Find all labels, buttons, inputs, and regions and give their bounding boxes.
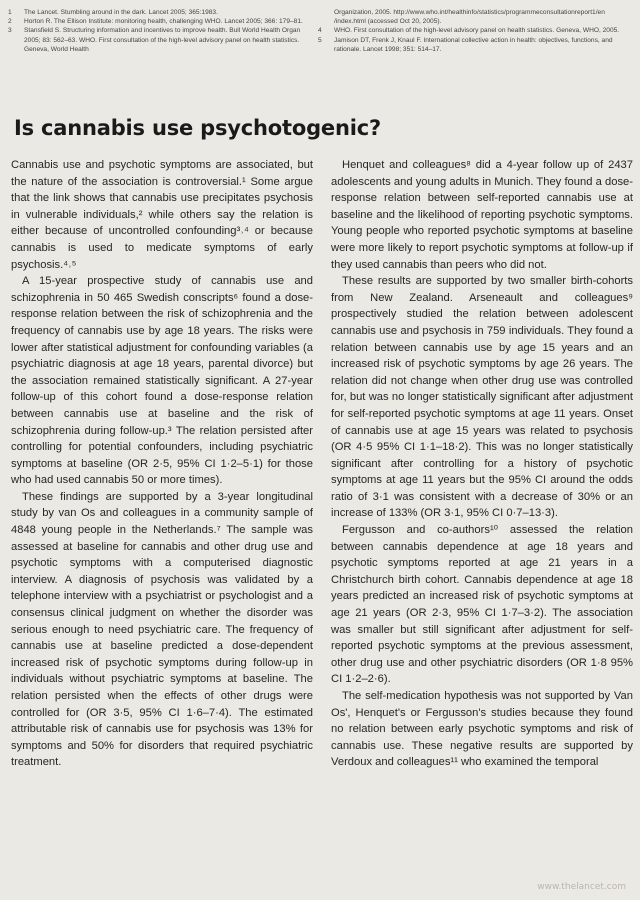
paragraph: Henquet and colleagues⁸ did a 4-year follow up of 2437 adolescents and young adults in Munich. They found a dose-response relation between self-reported cannabis use at baseline and the likelihood of reporting psychotic symptoms. Young people who reported psychotic symptoms at baseline were more likely to report psychotic symptoms at follow-up if they used cannabis than peers who did not. [331, 159, 633, 271]
reference-text: Stansfield S. Structuring information and incentives to improve health. Bull World Health Organ 2005; 83: 562–63. WHO. First consultation of the high-level advisory panel on health statistics. Geneva, World Health [24, 27, 301, 53]
reference-item [318, 8, 630, 26]
reference-item [8, 17, 308, 26]
reference-item [8, 26, 308, 54]
paragraph: The self-medication hypothesis was not supported by Van Os', Henquet's or Fergusson's studies because they found no relation between early psychotic symptoms and risk of cannabis use. These negative results are supported by Verdoux and colleagues¹¹ who examined the temporal [331, 690, 633, 769]
reference-text: Organization, 2005. http://www.who.int/healthinfo/statistics/programmeconsultationreport1/en /index.html (accessed Oct 20, 2005). [334, 9, 605, 26]
article-right-column [331, 157, 633, 771]
references-section [0, 8, 640, 86]
reference-number: 2 [8, 18, 12, 26]
reference-item [318, 26, 630, 35]
article-left-column [11, 157, 313, 771]
reference-text: Horton R. The Ellison Institute: monitoring health, challenging WHO. Lancet 2005; 366: 179–81. [24, 18, 303, 26]
reference-text: Jamison DT, Frenk J, Knaul F. International collective action in health: objectives, functions, and rationale. Lancet 1998; 351: 514–17. [334, 36, 613, 53]
reference-number [318, 8, 334, 26]
references-right-column [318, 8, 630, 54]
reference-number: 4 [318, 27, 322, 35]
article-title: Is cannabis use psychotogenic? [14, 116, 381, 140]
reference-item [318, 36, 630, 54]
reference-number: 1 [8, 9, 12, 16]
paragraph: A 15-year prospective study of cannabis use and schizophrenia in 50 465 Swedish conscripts⁶ found a dose-response relation between the risk of schizophrenia and the frequency of cannabis use by age 18 years. The risks were lower after statistical adjustment for confounding variables (a psychiatric diagnosis at age 18 years, parental divorce) but the association remained statistically significant. A 27-year follow-up of this cohort found a dose-response relation between cannabis use at baseline and the risk of schizophrenia during follow-up.³ The relation persisted after controlling for potential confounders, including psychiatric symptoms at baseline (OR 2·5, 95% CI 1·2–5·1) for those who had used cannabis 50 or more times). [11, 275, 313, 487]
reference-number: 5 [318, 36, 322, 44]
paragraph: Cannabis use and psychotic symptoms are associated, but the nature of the association is controversial.¹ Some argue that the link shows that cannabis use precipitates psychosis in vulnerable individuals,² while others say the relation is either because of uncontrolled confounding³˒⁴ or because cannabis is used to medicate symptoms of early psychosis.⁴˒⁵ [11, 159, 313, 271]
watermark: www.thelancet.com [537, 882, 626, 892]
paragraph: These results are supported by two smaller birth-cohorts from New Zealand. Arseneault and colleagues⁹ prospectively studied the relation between adolescent cannabis use and psychosis in 759 individuals. They found a relation between cannabis use by age 15 years and an increased risk of psychotic symptoms by age 26 years. The relation did not change when other drug use was controlled for, but was no longer statistically significant after adjustment for self-reported psychotic symptoms at age 11 years. Onset of cannabis use at age 15 years was related to psychosis (OR 4·5 95% CI 1·1–18·2). This was no longer statistically significant after controlling for a history of psychotic symptoms at age 11 years but the 95% CI around the odds ratio of 3·1 was consistent with a decrease of 30% or an increase of 133% (OR 3·1, 95% CI 0·7–13·3). [331, 275, 633, 520]
paragraph: These findings are supported by a 3-year longitudinal study by van Os and colleagues in a community sample of 4848 young people in the Netherlands.⁷ The sample was assessed at baseline for cannabis and other drug use and psychotic symptoms with a computerised diagnostic interview. A diagnosis of psychosis was validated by a telephone interview with a psychiatrist or psychologist and a consensus clinical judgment on whether the disorder was serious enough to need psychiatric care. The frequency of cannabis use at baseline predicted a dose-dependent increased risk of psychotic symptoms during follow-up in individuals without psychiatric symptoms at baseline. The relation persisted when the effects of other drugs were controlled for (OR 3·5, 95% CI 1·6–7·4). The estimated attributable risk of cannabis use for psychosis was 13% for symptoms and 50% for disorders that required psychiatric treatment. [11, 490, 313, 769]
references-left-column [8, 8, 308, 54]
paragraph: Fergusson and co-authors¹⁰ assessed the relation between cannabis dependence at age 18 years and psychotic symptoms reported at age 21 years in a Christchurch birth cohort. Cannabis dependence at age 18 years predicted an increased risk of psychotic symptoms at age 21 years (OR 2·3, 95% CI 1·7–3·2). The association was smaller but still significant after adjustment for self-reported psychotic symptoms at the previous assessment, other drug use and other psychiatric disorders (OR 1·8 95% CI 1·2–2·6). [331, 524, 633, 686]
reference-item [8, 8, 308, 17]
reference-text: WHO. First consultation of the high-level advisory panel on health statistics. Geneva, WHO, 2005. [334, 27, 620, 35]
reference-text: The Lancet. Stumbling around in the dark. Lancet 2005; 365:1983. [24, 9, 218, 16]
reference-number: 3 [8, 27, 12, 35]
